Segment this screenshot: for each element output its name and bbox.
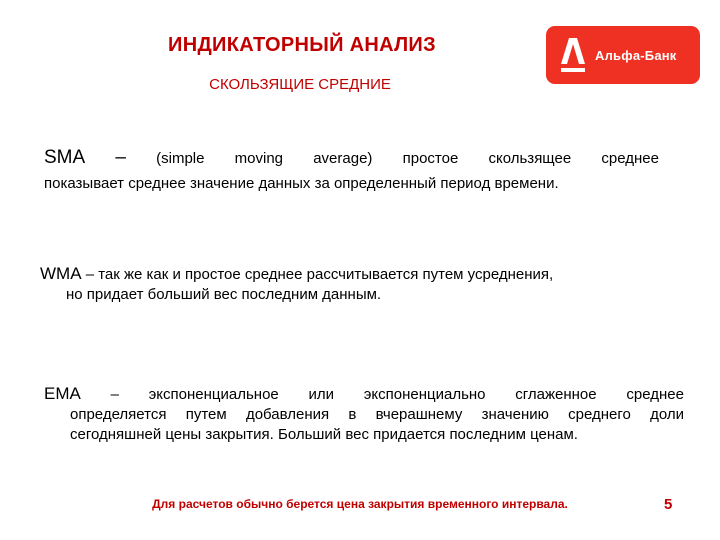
- wma-line-2: но придает больший вес последним данным.: [66, 286, 382, 303]
- ema-word: сглаженное: [515, 386, 597, 403]
- sma-word: скользящее: [488, 150, 572, 167]
- ema-word: экспоненциально: [363, 386, 486, 403]
- ema-line-1: [44, 384, 684, 405]
- ema-paragraph: [44, 384, 684, 445]
- sma-word: average): [313, 150, 373, 167]
- ema-word: среднее: [626, 386, 684, 403]
- sma-dash: –: [115, 147, 126, 168]
- alfa-bank-logo: [546, 26, 700, 84]
- ema-word: –: [110, 386, 119, 403]
- ema-line-2: определяется путем добавления в вчерашнему значению среднего доли: [70, 406, 684, 423]
- slide-subtitle: СКОЛЬЗЯЩИЕ СРЕДНИЕ: [209, 76, 391, 93]
- sma-line-2: показывает среднее значение данных за определенный период времени.: [44, 175, 559, 192]
- sma-word: moving: [234, 150, 284, 167]
- alfa-a-icon: [560, 36, 586, 74]
- sma-word: (simple: [156, 150, 205, 167]
- slide-title: ИНДИКАТОРНЫЙ АНАЛИЗ: [168, 34, 436, 56]
- sma-paragraph: [44, 148, 659, 194]
- ema-line-3: сегодняшней цены закрытия. Больший вес придается последним ценам.: [70, 426, 578, 443]
- wma-paragraph: [40, 264, 680, 305]
- footer-note: Для расчетов обычно берется цена закрытия временного интервала.: [152, 497, 568, 511]
- wma-abbr: WMA: [40, 264, 82, 283]
- sma-word: простое: [402, 150, 459, 167]
- ema-word: или: [308, 386, 335, 403]
- sma-word: среднее: [601, 150, 659, 167]
- logo-text: Альфа-Банк: [595, 47, 677, 63]
- sma-line-1: [44, 148, 659, 169]
- sma-abbr: SMA: [44, 147, 86, 168]
- page-number: 5: [664, 496, 673, 513]
- ema-abbr: EMA: [44, 384, 81, 403]
- ema-word: экспоненциальное: [148, 386, 279, 403]
- wma-text-1: – так же как и простое среднее рассчитывается путем усреднения,: [81, 266, 554, 283]
- wma-line-1: [40, 264, 680, 285]
